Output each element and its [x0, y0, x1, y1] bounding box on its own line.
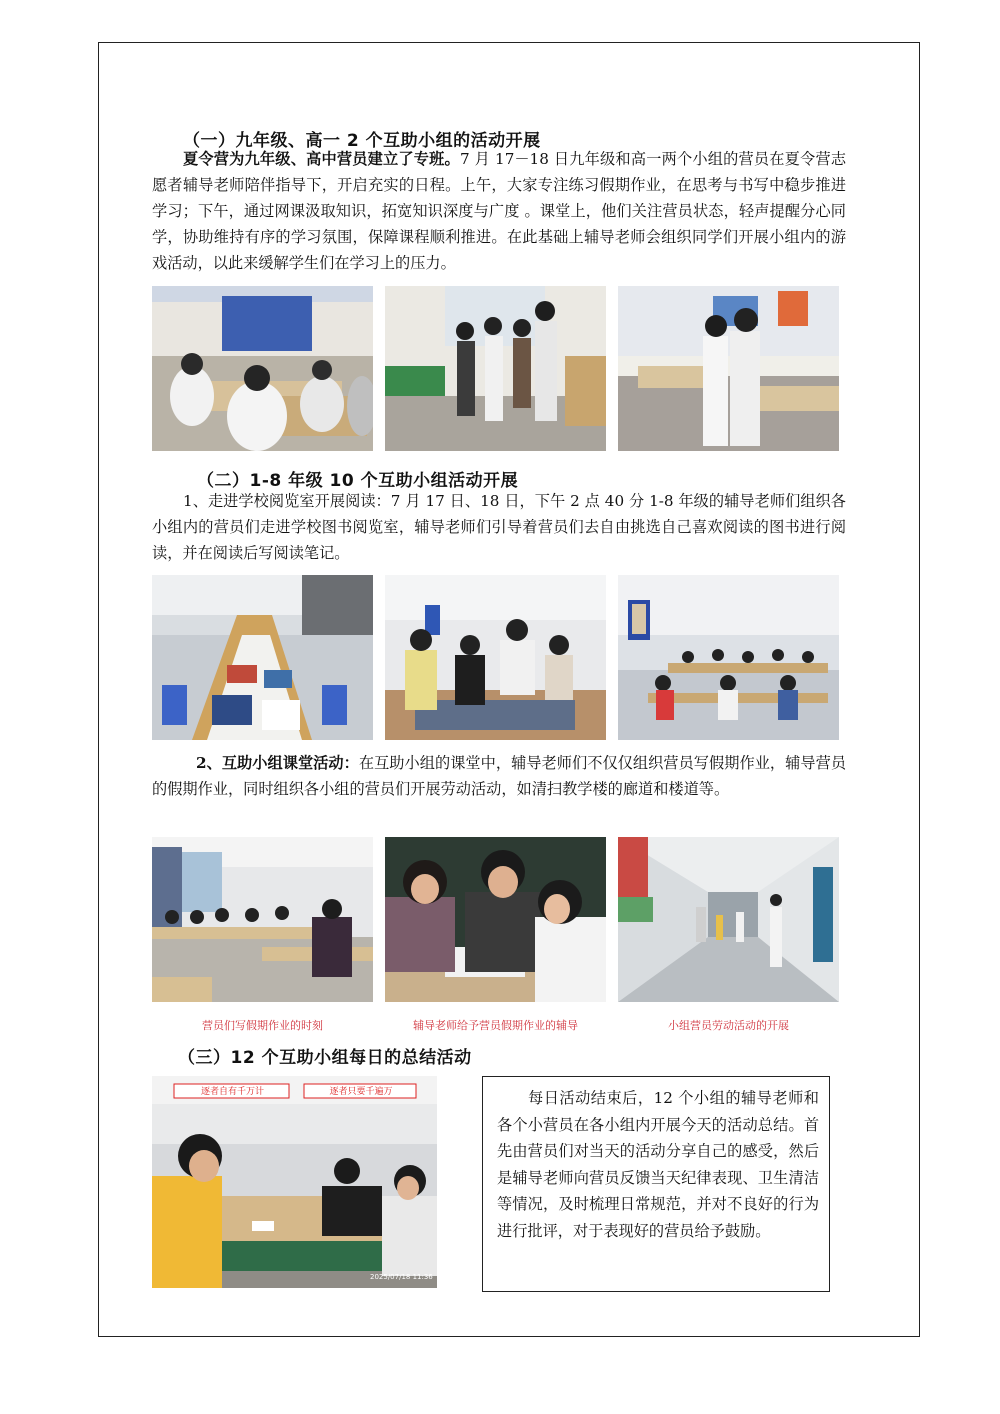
summary-text: 每日活动结束后，12 个小组的辅导老师和各个小营员在各小组内开展今天的活动总结。首先由营员们对当天的活动分享自己的感受，然后是辅导老师向营员反馈当天纪律表现、卫生清洁等情况，及时梳理日常规范，并对不良好的行为进行批评，对于表现好的营员给予鼓励。: [497, 1089, 819, 1240]
section1-paragraph: [152, 146, 846, 276]
photo-banner-left: 逐者自有千万计: [200, 1087, 264, 1097]
photo-classroom-study: [152, 286, 373, 451]
section2-item2-lead: 2、互助小组课堂活动：: [196, 754, 359, 772]
photo-daily-summary: [152, 1076, 437, 1288]
section1-body: 7 月 17－18 日九年级和高一两个小组的营员在夏令营志愿者辅导老师陪伴指导下，开启充实的日程。上午，大家专注练习假期作业，在思考与书写中稳步推进学习；下午，通过网课汲取知识，拓宽知识深度与广度 。课堂上，他们关注营员状态，轻声提醒分心同学，协助维持有序的学习氛围，保障课程顺利推进。在此基础上辅导老师会组织同学们开展小组内的游戏活动，以此来缓解学生们在学习上的压力。: [152, 150, 847, 272]
caption-homework: 营员们写假期作业的时刻: [202, 1019, 323, 1032]
photo-library-hall: [618, 575, 839, 740]
photo-library-books: [152, 575, 373, 740]
photo-corridor-cleaning: [618, 837, 839, 1002]
photo-timestamp: 2025/07/18 11:36: [370, 1273, 433, 1281]
caption-tutoring: 辅导老师给予营员假期作业的辅导: [413, 1019, 578, 1032]
summary-textbox: [482, 1076, 830, 1292]
photo-library-reading: [385, 575, 606, 740]
photo-group-game: [385, 286, 606, 451]
photo-teacher-tutoring: [385, 837, 606, 1002]
section3-heading: （三）12 个互助小组每日的总结活动: [178, 1048, 472, 1068]
section1-lead: 夏令营为九年级、高中营员建立了专班。: [183, 150, 460, 168]
caption-labor: 小组营员劳动活动的开展: [668, 1019, 789, 1032]
photo-pair-game: [618, 286, 839, 451]
section2-heading: （二）1-8 年级 10 个互助小组活动开展: [197, 471, 519, 491]
section2-item2: [152, 750, 846, 802]
photo-banner-right: 逐者只要千遍万: [329, 1087, 393, 1097]
section1-heading: （一）九年级、高一 2 个互助小组的活动开展: [183, 131, 541, 151]
section2-item1: 1、走进学校阅览室开展阅读：7 月 17 日、18 日，下午 2 点 40 分 1-8 年级的辅导老师们组织各小组内的营员们走进学校图书阅览室，辅导老师们引导着营员们去自由挑选自己喜欢阅读的图书进行阅读，并在阅读后写阅读笔记。: [152, 492, 846, 562]
section2-item2-body: 在互助小组的课堂中，辅导老师们不仅仅组织营员写假期作业，辅导营员的假期作业，同时组织各小组的营员们开展劳动活动，如清扫教学楼的廊道和楼道等。: [152, 754, 847, 798]
photo-homework-time: [152, 837, 373, 1002]
